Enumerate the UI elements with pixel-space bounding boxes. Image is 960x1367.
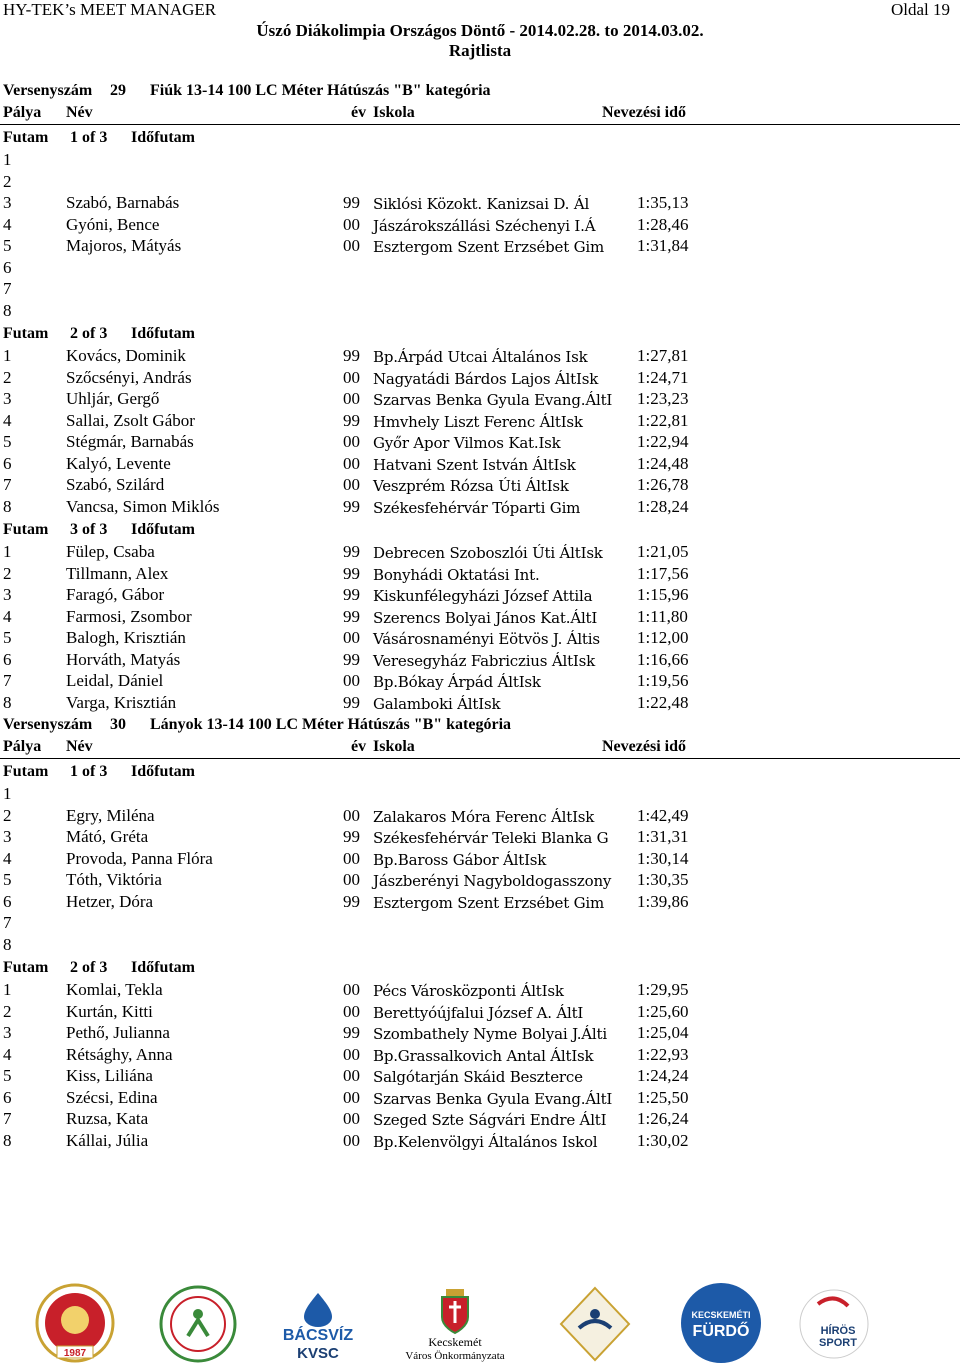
- table-row: [0, 1022, 960, 1044]
- heat-type: Időfutam: [131, 129, 196, 146]
- table-row: [0, 410, 960, 432]
- swimmer-name: Szécsi, Edina: [66, 1087, 158, 1107]
- heat-number: 2 of 3: [70, 325, 108, 342]
- heat-header: [0, 761, 960, 783]
- seed-time: 1:22,48: [637, 692, 689, 712]
- seed-time: 1:25,50: [637, 1087, 689, 1107]
- table-row: [0, 214, 960, 236]
- bacsviz-text: BÁCSVÍZ: [282, 1326, 354, 1344]
- col-club: Iskola: [373, 738, 415, 755]
- birth-year: 99: [343, 563, 360, 583]
- col-year: év: [351, 738, 367, 755]
- kecskemeti-furdo-logo: [680, 1282, 762, 1364]
- table-row: [0, 1130, 960, 1152]
- lane-number: 3: [3, 827, 12, 846]
- table-row: [0, 584, 960, 606]
- lane-number: 2: [3, 367, 12, 387]
- swimmer-name: Kalyó, Levente: [66, 453, 171, 473]
- birth-year: 99: [343, 891, 360, 911]
- table-row: [0, 805, 960, 827]
- seed-time: 1:27,81: [637, 346, 689, 365]
- table-row: [0, 192, 960, 214]
- swimmer-name: Varga, Krisztián: [66, 692, 177, 712]
- lane-number: 1: [3, 980, 12, 999]
- table-row: [0, 300, 960, 322]
- table-row: [0, 474, 960, 496]
- heat-type: Időfutam: [131, 959, 196, 976]
- varos-onkormanyzata-text: Város Önkormányzata: [405, 1349, 505, 1362]
- school-name: Kiskunfélegyházi József Attila: [373, 587, 593, 605]
- seed-time: 1:31,31: [637, 827, 689, 846]
- swimmer-name: Kiss, Liliána: [66, 1066, 153, 1085]
- birth-year: 99: [343, 193, 360, 212]
- col-club: Iskola: [373, 104, 415, 121]
- table-row: [0, 149, 960, 171]
- heat-label: Futam: [3, 129, 49, 146]
- lane-number: 7: [3, 671, 12, 690]
- school-name: Jászberényi Nagyboldogasszony: [373, 872, 612, 890]
- birth-year: 00: [343, 367, 360, 387]
- school-name: Bp.Kelenvölgyi Általános Iskol: [373, 1132, 598, 1151]
- kecskemet-crest-logo: [400, 1282, 510, 1366]
- lane-number: 3: [3, 1023, 12, 1042]
- swimmer-name: Komlai, Tekla: [66, 980, 163, 999]
- birth-year: 00: [343, 1001, 360, 1021]
- lane-number: 2: [3, 1001, 12, 1021]
- kvsc-text: KVSC: [297, 1344, 339, 1362]
- heat-type: Időfutam: [131, 325, 196, 342]
- swimmer-name: Szabó, Barnabás: [66, 193, 180, 212]
- lane-number: 8: [3, 496, 12, 516]
- school-name: Szerencs Bolyai János Kat.ÁltI: [373, 608, 598, 627]
- swimmer-name: Majoros, Mátyás: [66, 236, 182, 255]
- school-name: Szeged Szte Ságvári Endre ÁltI: [373, 1111, 607, 1129]
- school-name: Bonyhádi Oktatási Int.: [373, 565, 540, 584]
- birth-year: 00: [343, 453, 360, 473]
- school-name: Bp.Baross Gábor ÁltIsk: [373, 850, 547, 869]
- lane-number: 5: [3, 236, 12, 255]
- kecskemet-text: Kecskemét: [428, 1334, 482, 1349]
- seed-time: 1:28,24: [637, 496, 689, 516]
- table-row: [0, 563, 960, 585]
- lane-number: 8: [3, 934, 12, 954]
- event-number: 29: [110, 82, 126, 99]
- lane-number: 1: [3, 150, 12, 169]
- page-subtitle: Rajtlista: [448, 41, 512, 60]
- school-name: Galamboki ÁltIsk: [373, 694, 501, 713]
- school-name: Hatvani Szent István ÁltIsk: [373, 455, 576, 474]
- swimmer-name: Gyóni, Bence: [66, 214, 160, 234]
- swimmer-name: Hetzer, Dóra: [66, 891, 154, 911]
- swimmer-name: Mátó, Gréta: [66, 827, 149, 846]
- seed-time: 1:12,00: [637, 628, 689, 647]
- col-name: Név: [66, 104, 93, 121]
- school-name: Esztergom Szent Erzsébet Gim: [373, 238, 605, 256]
- seed-time: 1:35,13: [637, 193, 689, 212]
- birth-year: 00: [343, 1130, 360, 1150]
- seed-time: 1:31,84: [637, 236, 689, 255]
- event-number: 30: [110, 716, 126, 733]
- event-header: [0, 82, 960, 104]
- school-name: Zalakaros Móra Ferenc ÁltIsk: [373, 807, 595, 826]
- table-row: [0, 1065, 960, 1087]
- hiros-text: HÍRÖS: [820, 1325, 856, 1337]
- school-name: Szarvas Benka Gyula Evang.ÁltI: [373, 1089, 613, 1108]
- birth-year: 99: [343, 346, 360, 365]
- school-name: Jászárokszállási Széchenyi I.Á: [373, 216, 596, 235]
- swimmer-name: Stégmár, Barnabás: [66, 432, 194, 451]
- swimmer-name: Provoda, Panna Flóra: [66, 848, 213, 868]
- diaksport-logo: [158, 1284, 238, 1364]
- birth-year: 00: [343, 389, 360, 408]
- school-name: Veresegyház Fabriczius ÁltIsk: [373, 651, 596, 670]
- seed-time: 1:22,93: [637, 1044, 689, 1064]
- swimmer-name: Faragó, Gábor: [66, 585, 165, 604]
- swimmer-name: Pethő, Julianna: [66, 1023, 170, 1042]
- heat-header: [0, 957, 960, 979]
- swimmer-name: Rétsághy, Anna: [66, 1044, 173, 1064]
- seed-time: 1:28,46: [637, 214, 689, 234]
- table-row: [0, 388, 960, 410]
- lane-number: 7: [3, 913, 12, 932]
- school-name: Székesfehérvár Tóparti Gim: [373, 498, 581, 517]
- hiros-sport-logo: [798, 1284, 870, 1364]
- seed-time: 1:15,96: [637, 585, 689, 604]
- school-name: Vásárosnaményi Eötvös J. Áltis: [373, 630, 600, 648]
- lane-number: 8: [3, 1130, 12, 1150]
- table-row: [0, 934, 960, 956]
- birth-year: 00: [343, 980, 360, 999]
- lane-number: 4: [3, 410, 12, 430]
- heat-number: 1 of 3: [70, 763, 108, 780]
- lane-number: 3: [3, 585, 12, 604]
- lane-number: 7: [3, 1109, 12, 1128]
- heat-label: Futam: [3, 959, 49, 976]
- swimmer-name: Vancsa, Simon Miklós: [66, 496, 220, 516]
- event-29: [0, 82, 960, 713]
- school-name: Nagyatádi Bárdos Lajos ÁltIsk: [373, 369, 599, 388]
- heat-label: Futam: [3, 763, 49, 780]
- lane-number: 2: [3, 171, 12, 191]
- swimmer-name: Sallai, Zsolt Gábor: [66, 410, 195, 430]
- col-lane: Pálya: [3, 104, 42, 121]
- seed-time: 1:30,02: [637, 1130, 689, 1150]
- swimmer-name: Tóth, Viktória: [66, 870, 162, 889]
- birth-year: 99: [343, 1023, 360, 1042]
- heat-label: Futam: [3, 325, 49, 342]
- badge-year-text: 1987: [63, 1348, 87, 1359]
- school-name: Salgótarján Skáid Beszterce: [373, 1068, 583, 1086]
- seed-time: 1:16,66: [637, 649, 689, 669]
- event-label: Versenyszám: [3, 82, 93, 99]
- swimmer-name: Ruzsa, Kata: [66, 1109, 149, 1128]
- birth-year: 00: [343, 214, 360, 234]
- birth-year: 99: [343, 606, 360, 626]
- birth-year: 00: [343, 870, 360, 889]
- swimmer-name: Egry, Miléna: [66, 805, 155, 825]
- lane-number: 4: [3, 1044, 12, 1064]
- birth-year: 00: [343, 1066, 360, 1085]
- swimmer-name: Tillmann, Alex: [66, 563, 169, 583]
- col-seed-time: Nevezési idő: [602, 738, 686, 755]
- lane-number: 8: [3, 692, 12, 712]
- meet-title: Úszó Diákolimpia Országos Döntő - 2014.02.28. to 2014.03.02.: [256, 21, 704, 40]
- lane-number: 6: [3, 257, 12, 277]
- heat-header: [0, 127, 960, 149]
- seed-time: 1:30,35: [637, 870, 689, 889]
- swimmer-name: Kovács, Dominik: [66, 346, 186, 365]
- school-name: Szombathely Nyme Bolyai J.Álti: [373, 1025, 607, 1043]
- seed-time: 1:24,48: [637, 453, 689, 473]
- school-name: Esztergom Szent Erzsébet Gim: [373, 893, 605, 912]
- table-row: [0, 1087, 960, 1109]
- school-name: Szarvas Benka Gyula Evang.ÁltI: [373, 391, 613, 409]
- seed-time: 1:22,94: [637, 432, 689, 451]
- furdo-text-2: FÜRDŐ: [692, 1323, 750, 1340]
- school-name: Győr Apor Vilmos Kat.Isk: [373, 434, 561, 452]
- sport-text: SPORT: [819, 1337, 857, 1349]
- furdo-text-1: KECSKEMÉTI: [691, 1310, 751, 1320]
- seed-time: 1:24,71: [637, 367, 689, 387]
- heat-label: Futam: [3, 521, 49, 538]
- birth-year: 99: [343, 692, 360, 712]
- lane-number: 4: [3, 606, 12, 626]
- seed-time: 1:22,81: [637, 410, 689, 430]
- lane-number: 3: [3, 389, 12, 408]
- table-row: [0, 783, 960, 805]
- table-row: [0, 278, 960, 300]
- birth-year: 99: [343, 827, 360, 846]
- table-row: [0, 1108, 960, 1130]
- table-row: [0, 235, 960, 257]
- lane-number: 5: [3, 1066, 12, 1085]
- birth-year: 00: [343, 671, 360, 690]
- table-row: [0, 891, 960, 913]
- swimmer-name: Leidal, Dániel: [66, 671, 164, 690]
- swimmer-name: Kurtán, Kitti: [66, 1001, 153, 1021]
- school-name: Hmvhely Liszt Ferenc ÁltIsk: [373, 412, 583, 431]
- school-name: Pécs Városközponti ÁltIsk: [373, 982, 564, 1000]
- sponsor-logos: [0, 1280, 960, 1367]
- lane-number: 1: [3, 346, 12, 365]
- seed-time: 1:25,60: [637, 1001, 689, 1021]
- seed-time: 1:26,24: [637, 1109, 689, 1128]
- heat-number: 3 of 3: [70, 521, 108, 538]
- birth-year: 99: [343, 542, 360, 561]
- swimmer-name: Horváth, Matyás: [66, 649, 181, 669]
- seed-time: 1:19,56: [637, 671, 689, 690]
- table-row: [0, 848, 960, 870]
- lane-number: 4: [3, 214, 12, 234]
- column-header-row: [0, 738, 960, 759]
- table-row: [0, 171, 960, 193]
- table-row: [0, 670, 960, 692]
- table-row: [0, 345, 960, 367]
- school-name: Bp.Árpád Utcai Általános Isk: [373, 348, 588, 366]
- lane-number: 6: [3, 891, 12, 911]
- school-name: Székesfehérvár Teleki Blanka G: [373, 829, 609, 847]
- birth-year: 00: [343, 628, 360, 647]
- school-name: Siklósi Közokt. Kanizsai D. Ál: [373, 195, 590, 213]
- seed-time: 1:29,95: [637, 980, 689, 999]
- birth-year: 99: [343, 649, 360, 669]
- seed-time: 1:30,14: [637, 848, 689, 868]
- seed-time: 1:17,56: [637, 563, 689, 583]
- bacsviz-logo: [270, 1286, 366, 1366]
- table-row: [0, 826, 960, 848]
- seed-time: 1:24,24: [637, 1066, 689, 1085]
- heat-type: Időfutam: [131, 763, 196, 780]
- table-row: [0, 541, 960, 563]
- lane-number: 5: [3, 870, 12, 889]
- birth-year: 00: [343, 1044, 360, 1064]
- swimmer-name: Balogh, Krisztián: [66, 628, 186, 647]
- birth-year: 00: [343, 1109, 360, 1128]
- table-row: [0, 912, 960, 934]
- col-seed-time: Nevezési idő: [602, 104, 686, 121]
- lane-number: 6: [3, 453, 12, 473]
- table-row: [0, 1044, 960, 1066]
- lane-number: 5: [3, 432, 12, 451]
- event-header: [0, 716, 960, 738]
- school-name: Debrecen Szoboszlói Úti ÁltIsk: [373, 544, 603, 562]
- birth-year: 00: [343, 805, 360, 825]
- heat-number: 1 of 3: [70, 129, 108, 146]
- heat-type: Időfutam: [131, 521, 196, 538]
- birth-year: 00: [343, 236, 360, 255]
- birth-year: 00: [343, 475, 360, 494]
- swimmer-name: Uhljár, Gergő: [66, 389, 160, 408]
- heat-header: [0, 519, 960, 541]
- header-app-name: HY-TEK’s MEET MANAGER: [3, 0, 217, 19]
- lane-number: 7: [3, 475, 12, 494]
- seed-time: 1:42,49: [637, 805, 689, 825]
- col-year: év: [351, 104, 367, 121]
- table-row: [0, 692, 960, 714]
- event-30: [0, 716, 960, 1151]
- lane-number: 1: [3, 542, 12, 561]
- lane-number: 2: [3, 563, 12, 583]
- event-label: Versenyszám: [3, 716, 93, 733]
- birth-year: 00: [343, 1087, 360, 1107]
- table-row: [0, 367, 960, 389]
- page-number: Oldal 19: [890, 0, 950, 19]
- seed-time: 1:26,78: [637, 475, 689, 494]
- lane-number: 8: [3, 300, 12, 320]
- school-badge-logo: [35, 1282, 115, 1364]
- school-name: Bp.Bókay Árpád ÁltIsk: [373, 673, 541, 691]
- event-title: Lányok 13-14 100 LC Méter Hátúszás "B" kategória: [150, 716, 512, 733]
- lane-number: 2: [3, 805, 12, 825]
- event-title: Fiúk 13-14 100 LC Méter Hátúszás "B" kategória: [150, 82, 491, 99]
- swimming-federation-logo: [555, 1284, 635, 1364]
- swimmer-name: Farmosi, Zsombor: [66, 606, 192, 626]
- table-row: [0, 257, 960, 279]
- school-name: Veszprém Rózsa Úti ÁltIsk: [373, 477, 569, 495]
- swimmer-name: Kállai, Júlia: [66, 1130, 149, 1150]
- heat-header: [0, 323, 960, 345]
- swimmer-name: Fülep, Csaba: [66, 542, 155, 561]
- lane-number: 1: [3, 784, 12, 803]
- table-row: [0, 606, 960, 628]
- table-row: [0, 1001, 960, 1023]
- table-row: [0, 453, 960, 475]
- seed-time: 1:25,04: [637, 1023, 689, 1042]
- birth-year: 99: [343, 410, 360, 430]
- lane-number: 4: [3, 848, 12, 868]
- lane-number: 6: [3, 649, 12, 669]
- birth-year: 00: [343, 848, 360, 868]
- swimmer-name: Szabó, Szilárd: [66, 475, 165, 494]
- table-row: [0, 979, 960, 1001]
- birth-year: 99: [343, 585, 360, 604]
- seed-time: 1:39,86: [637, 891, 689, 911]
- lane-number: 5: [3, 628, 12, 647]
- birth-year: 00: [343, 432, 360, 451]
- lane-number: 6: [3, 1087, 12, 1107]
- column-header-row: [0, 104, 960, 125]
- table-row: [0, 869, 960, 891]
- table-row: [0, 431, 960, 453]
- seed-time: 1:21,05: [637, 542, 689, 561]
- lane-number: 3: [3, 193, 12, 212]
- table-row: [0, 496, 960, 518]
- lane-number: 7: [3, 279, 12, 298]
- seed-time: 1:23,23: [637, 389, 689, 408]
- table-row: [0, 627, 960, 649]
- school-name: Berettyóújfalui József A. ÁltI: [373, 1003, 584, 1022]
- col-lane: Pálya: [3, 738, 42, 755]
- swimmer-name: Szőcsényi, András: [66, 367, 192, 387]
- seed-time: 1:11,80: [637, 606, 688, 626]
- table-row: [0, 649, 960, 671]
- col-name: Név: [66, 738, 93, 755]
- heat-number: 2 of 3: [70, 959, 108, 976]
- school-name: Bp.Grassalkovich Antal ÁltIsk: [373, 1046, 594, 1065]
- birth-year: 99: [343, 496, 360, 516]
